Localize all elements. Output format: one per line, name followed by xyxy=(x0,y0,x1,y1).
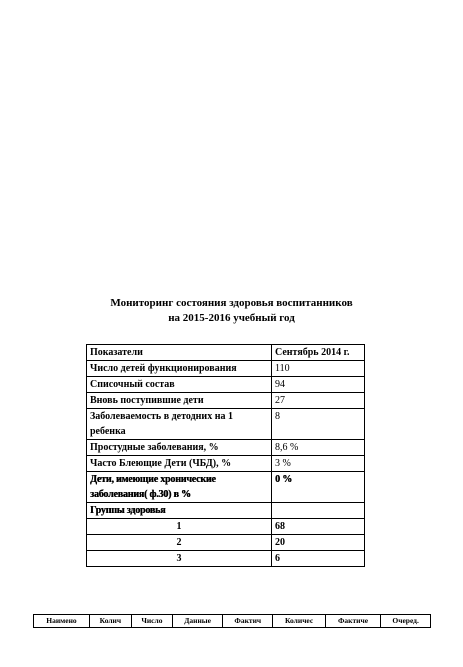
table-row xyxy=(87,551,365,567)
title-line-2: на 2015-2016 учебный год xyxy=(168,312,295,324)
title-line-1: Мониторинг состояния здоровья воспитанников xyxy=(110,297,353,309)
row-value: 20 xyxy=(272,535,365,551)
bottom-header-cell: Фактиче xyxy=(325,615,380,628)
row-value xyxy=(272,503,365,519)
health-monitoring-table xyxy=(86,344,365,567)
row-label: Простудные заболевания, % xyxy=(87,440,272,456)
row-label: Число детей функционирования xyxy=(87,361,272,377)
table-row xyxy=(87,503,365,519)
table-row xyxy=(34,615,431,628)
row-label: Группы здоровья xyxy=(87,503,272,519)
row-label: Списочный состав xyxy=(87,377,272,393)
bottom-header-cell: Наимено xyxy=(34,615,90,628)
table-row xyxy=(87,519,365,535)
header-cell-september: Сентябрь 2014 г. xyxy=(272,345,365,361)
table-row xyxy=(87,440,365,456)
bottom-header-cell: Колич xyxy=(89,615,131,628)
table-row xyxy=(87,456,365,472)
row-value: 8 xyxy=(272,409,365,440)
row-label: 1 xyxy=(87,519,272,535)
row-label: 2 xyxy=(87,535,272,551)
row-value: 3 % xyxy=(272,456,365,472)
bottom-header-cell: Количес xyxy=(273,615,326,628)
row-value: 27 xyxy=(272,393,365,409)
row-value: 6 xyxy=(272,551,365,567)
table-row xyxy=(87,361,365,377)
table-row xyxy=(87,377,365,393)
row-value: 8,6 % xyxy=(272,440,365,456)
table-header-row xyxy=(87,345,365,361)
page-title xyxy=(0,296,463,326)
bottom-header-table xyxy=(33,614,431,628)
row-label: Заболеваемость в детодних на 1 ребенка xyxy=(87,409,272,440)
table-row xyxy=(87,535,365,551)
row-value: 0 % xyxy=(272,472,365,503)
table-row xyxy=(87,472,365,503)
table-row xyxy=(87,409,365,440)
table-row xyxy=(87,393,365,409)
row-label: Дети, имеющие хронические заболевания( ф.30) в % xyxy=(87,472,272,503)
bottom-header-cell: Фактич xyxy=(223,615,273,628)
bottom-header-cell: Очеред. xyxy=(381,615,431,628)
row-value: 110 xyxy=(272,361,365,377)
row-label: Вновь поступившие дети xyxy=(87,393,272,409)
header-cell-indicators: Показатели xyxy=(87,345,272,361)
row-label: Часто Блеющие Дети (ЧБД), % xyxy=(87,456,272,472)
row-value: 68 xyxy=(272,519,365,535)
row-value: 94 xyxy=(272,377,365,393)
bottom-header-cell: Число xyxy=(131,615,172,628)
bottom-header-cell: Данные xyxy=(173,615,223,628)
row-label: 3 xyxy=(87,551,272,567)
